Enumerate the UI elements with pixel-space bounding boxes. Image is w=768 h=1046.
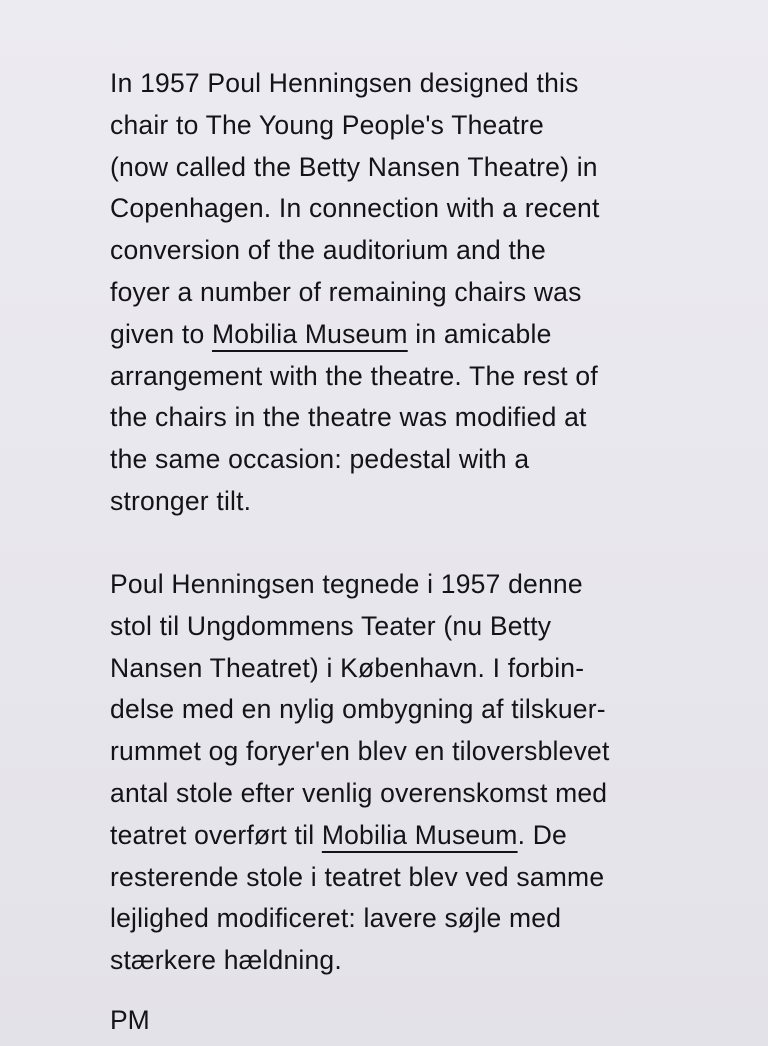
text-segment: In 1957 Poul Henningsen designed this [110, 68, 579, 98]
text-line [110, 857, 610, 899]
text-line [110, 63, 600, 105]
danish-paragraph [110, 564, 610, 982]
text-line [110, 188, 600, 230]
text-segment: . De [517, 819, 567, 850]
text-segment: antal stole efter venlig overenskomst med [110, 777, 608, 808]
text-segment: lejlighed modificeret: lavere søjle med [110, 903, 562, 934]
text-segment: Copenhagen. In connection with a recent [110, 193, 600, 224]
text-line [110, 439, 600, 481]
text-segment: teatret overført til [110, 819, 322, 850]
text-segment: conversion of the auditorium and the [110, 235, 546, 266]
text-segment: stol til Ungdommens Teater (nu Betty [110, 610, 552, 641]
text-line [110, 940, 610, 982]
text-line [110, 314, 600, 356]
text-line [110, 147, 600, 189]
text-segment: resterende stole i teatret blev ved samme [110, 861, 605, 892]
text-line [110, 105, 600, 147]
text-line [110, 898, 610, 940]
author-initials: PM [110, 1005, 150, 1035]
text-segment: the same occasion: pedestal with a [110, 444, 530, 475]
text-line [110, 773, 610, 815]
text-line [110, 648, 610, 690]
text-line [110, 606, 610, 648]
text-line [110, 230, 600, 272]
text-line [110, 397, 600, 439]
text-segment: Poul Henningsen tegnede i 1957 denne [110, 569, 583, 599]
text-segment: stronger tilt. [110, 485, 252, 516]
text-line [110, 689, 610, 731]
english-paragraph [110, 63, 600, 523]
text-line [110, 564, 610, 606]
text-line [110, 731, 610, 773]
text-line [110, 481, 600, 523]
text-segment: arrangement with the theatre. The rest of [110, 360, 598, 391]
text-line [110, 815, 610, 857]
text-line [110, 272, 600, 314]
underlined-museum-name: Mobilia Museum [211, 318, 408, 349]
text-segment: foyer a number of remaining chairs was [110, 276, 582, 307]
text-line [110, 356, 600, 398]
text-segment: Nansen Theatret) i København. I forbin- [110, 652, 585, 683]
text-segment: stærkere hældning. [110, 945, 342, 976]
text-segment: the chairs in the theatre was modified at [110, 402, 587, 433]
text-segment: delse med en nylig ombygning af tilskuer- [110, 694, 606, 725]
text-segment: (now called the Betty Nansen Theatre) in [110, 151, 598, 182]
text-segment: given to [110, 318, 212, 349]
text-segment: rummet og foryer'en blev en tiloversblevet [110, 736, 610, 767]
underlined-museum-name: Mobilia Museum [321, 819, 518, 850]
text-segment: in amicable [407, 318, 552, 349]
text-segment: chair to The Young People's Theatre [110, 109, 544, 140]
